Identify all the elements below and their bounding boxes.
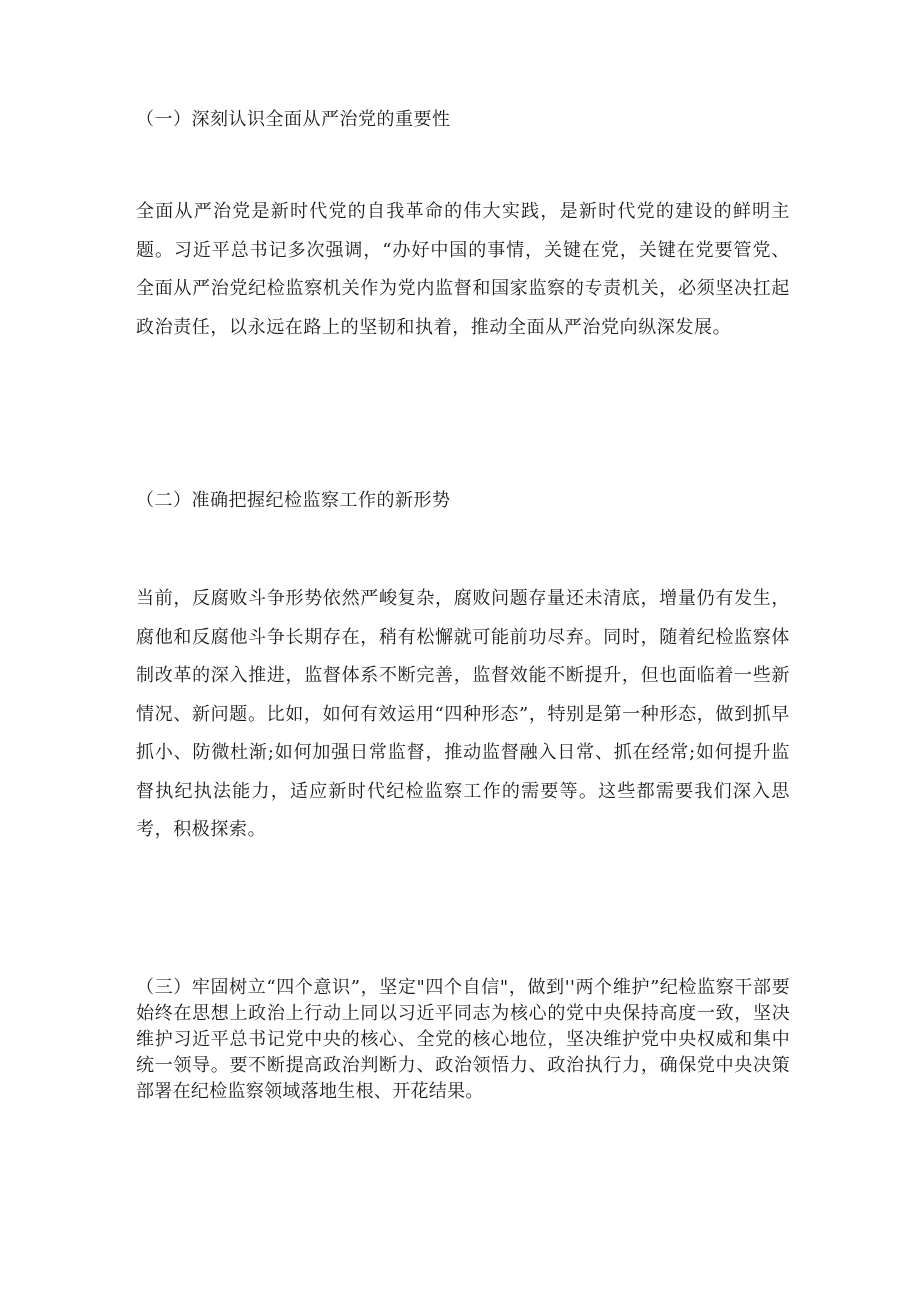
section-2-heading: （二）准确把握纪检监察工作的新形势: [136, 490, 451, 511]
section-1-heading: （一）深刻认识全面从严治党的重要性: [136, 109, 451, 130]
section-3-paragraph: （三）牢固树立“四个意识”，坚定"四个自信"，做到''两个维护”纪检监察干部要始终在思想上政治上行动上同以习近平同志为核心的党中央保持高度一致，坚决维护习近平总书记党中央的核心、全党的核心地位，坚决维护党中央权威和集中统一领导。要不断提高政治判断力、政治领悟力、政治执行力，确保党中央决策部署在纪检监察领域落地生根、开花结果。: [136, 977, 790, 1102]
section-1-paragraph: 全面从严治党是新时代党的自我革命的伟大实践，是新时代党的建设的鲜明主题。习近平总书记多次强调，“办好中国的事情，关键在党，关键在党要管党、全面从严治党纪检监察机关作为党内监督和国家监察的专责机关，必须坚决扛起政治责任，以永远在路上的坚韧和执着，推动全面从严治党向纵深发展。: [136, 201, 790, 338]
section-2-paragraph: 当前，反腐败斗争形势依然严峻复杂，腐败问题存量还未清底，增量仍有发生，腐他和反腐他斗争长期存在，稍有松懈就可能前功尽弃。同时，随着纪检监察体制改革的深入推进，监督体系不断完善，监督效能不断提升，但也面临着一些新情况、新问题。比如，如何有效运用“四种形态”，特别是第一种形态，做到抓早抓小、防微杜渐;如何加强日常监督，推动监督融入日常、抓在经常;如何提升监督执纪执法能力，适应新时代纪检监察工作的需要等。这些都需要我们深入思考，积极探索。: [136, 588, 790, 840]
